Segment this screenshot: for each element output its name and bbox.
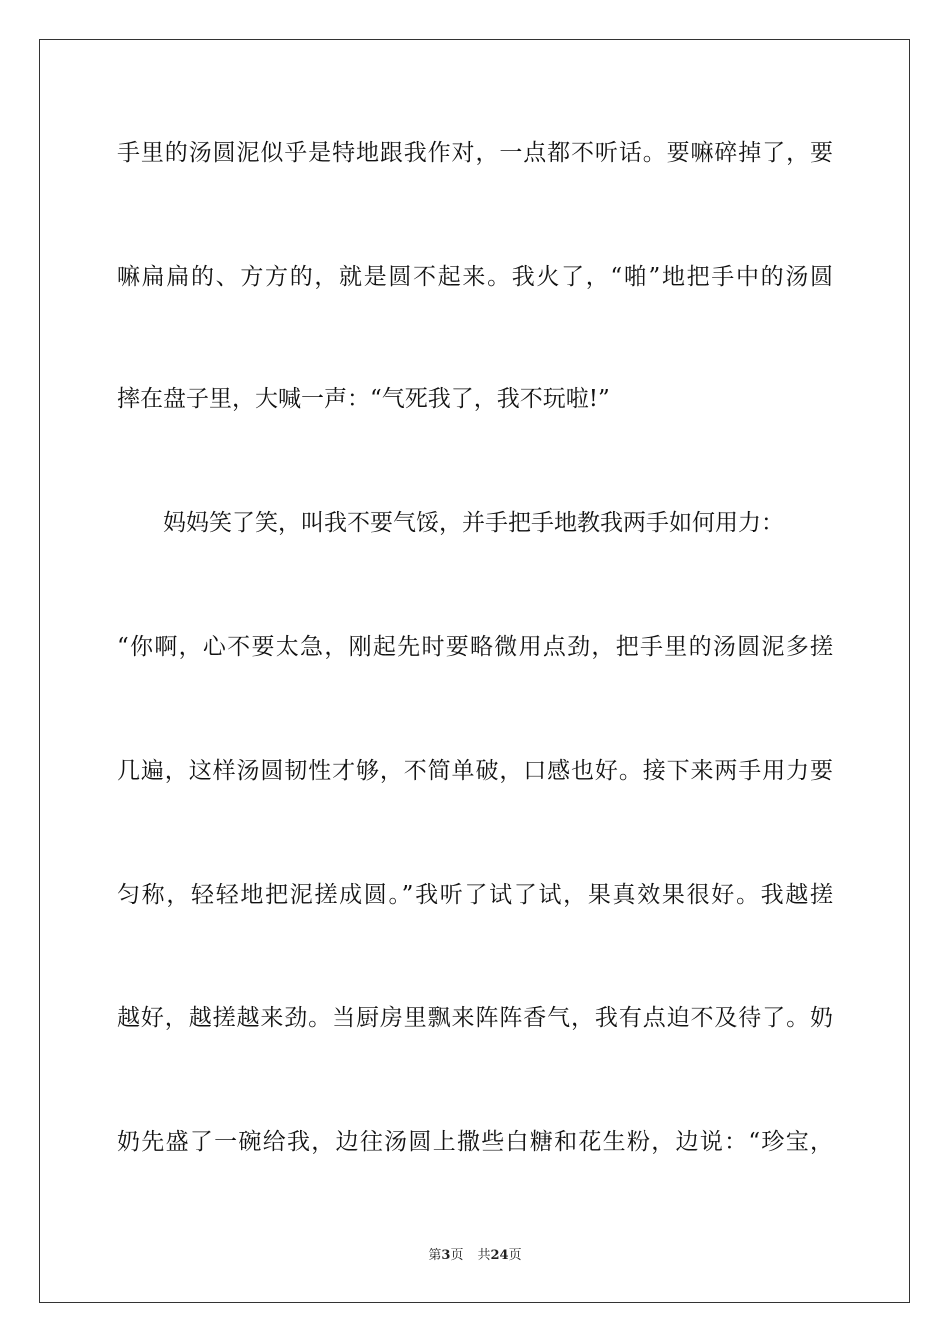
paragraph-line: 奶先盛了一碗给我，边往汤圆上撒些白糖和花生粉，边说：“珍宝，: [117, 1129, 833, 1155]
footer-total-prefix: 共: [477, 1248, 491, 1263]
paragraph-line: “你啊，心不要太急，刚起先时要略微用点劲，把手里的汤圆泥多搓: [117, 634, 833, 660]
footer-page-suffix: 页: [450, 1248, 464, 1263]
paragraph-line: 越好，越搓越来劲。当厨房里飘来阵阵香气，我有点迫不及待了。奶: [117, 1005, 833, 1031]
paragraph-line: 摔在盘子里，大喊一声：“气死我了，我不玩啦!”: [117, 386, 610, 412]
page-footer: [0, 1247, 950, 1265]
footer-page-prefix: 第: [428, 1248, 442, 1263]
paragraph-line: 匀称，轻轻地把泥搓成圆。”我听了试了试，果真效果很好。我越搓: [117, 882, 833, 908]
page-border: [39, 39, 910, 1303]
footer-total-number: 24: [490, 1248, 509, 1263]
footer-total-suffix: 页: [508, 1248, 522, 1263]
paragraph-line-indented: 妈妈笑了笑，叫我不要气馁，并手把手地教我两手如何用力：: [163, 510, 784, 536]
footer-page-number: 3: [441, 1248, 451, 1263]
paragraph-line: 几遍，这样汤圆韧性才够，不简单破，口感也好。接下来两手用力要: [117, 758, 833, 784]
paragraph-line: 手里的汤圆泥似乎是特地跟我作对，一点都不听话。要嘛碎掉了，要: [117, 140, 833, 166]
paragraph-line: 嘛扁扁的、方方的，就是圆不起来。我火了，“啪”地把手中的汤圆: [117, 264, 833, 290]
